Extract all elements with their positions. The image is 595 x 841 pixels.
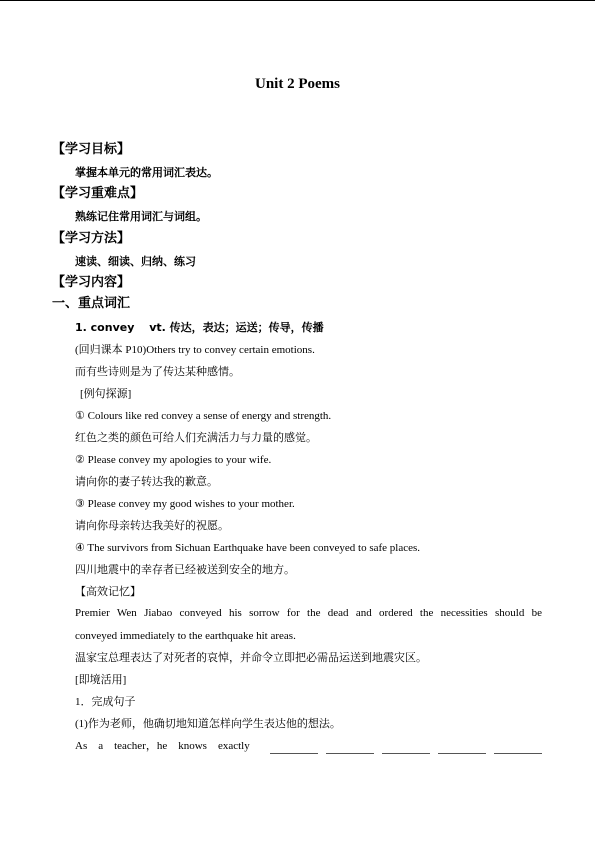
practice-item: 1．完成句子: [75, 696, 136, 708]
memory-en-line-1: Premier Wen Jiabao conveyed his sorrow for the dead and ordered the necessities should be: [75, 607, 542, 619]
top-rule: [0, 0, 595, 1]
question-1-en: As a teacher，he knows exactly: [75, 740, 250, 752]
example-4-zh: 四川地震中的幸存者已经被送到安全的地方。: [75, 564, 295, 576]
key-points-heading: 【学习重难点】: [52, 186, 144, 201]
answer-blank[interactable]: [270, 743, 318, 754]
answer-blank[interactable]: [326, 743, 374, 754]
practice-heading: [即境活用]: [75, 674, 127, 686]
answer-blank[interactable]: [382, 743, 430, 754]
textbook-example-zh: 而有些诗则是为了传达某种感情。: [75, 366, 240, 378]
example-1-en: ① Colours like red convey a sense of energy and strength.: [75, 410, 332, 422]
question-1-zh: (1)作为老师，他确切地知道怎样向学生表达他的想法。: [75, 718, 341, 730]
textbook-example-en: (回归课本 P10)Others try to convey certain emotions.: [75, 344, 315, 356]
example-2-en: ② Please convey my apologies to your wife.: [75, 454, 272, 466]
word-convey-entry: 1. convey vt. 传达，表达；运送；传导，传播: [75, 321, 324, 334]
method-heading: 【学习方法】: [52, 231, 131, 246]
examples-heading: [例句探源]: [80, 388, 132, 400]
example-1-zh: 红色之类的颜色可给人们充满活力与力量的感觉。: [75, 432, 317, 444]
memory-en-line-2: conveyed immediately to the earthquake hit areas.: [75, 630, 296, 642]
example-3-en: ③ Please convey my good wishes to your mother.: [75, 498, 295, 510]
memory-heading: 【高效记忆】: [75, 586, 141, 598]
example-2-zh: 请向你的妻子转达我的歉意。: [75, 476, 218, 488]
goal-heading: 【学习目标】: [52, 142, 131, 157]
content-heading: 【学习内容】: [52, 275, 131, 290]
method-text: 速读、细读、归纳、练习: [75, 255, 196, 268]
example-4-en: ④ The survivors from Sichuan Earthquake have been conveyed to safe places.: [75, 542, 421, 554]
page-title: Unit 2 Poems: [255, 76, 340, 92]
section-vocabulary-heading: 一、重点词汇: [52, 296, 131, 311]
example-3-zh: 请向你母亲转达我美好的祝愿。: [75, 520, 229, 532]
answer-blank[interactable]: [438, 743, 486, 754]
key-points-text: 熟练记住常用词汇与词组。: [75, 210, 207, 223]
answer-blank[interactable]: [494, 743, 542, 754]
goal-text: 掌握本单元的常用词汇表达。: [75, 166, 218, 179]
answer-blanks: [270, 743, 542, 755]
memory-zh: 温家宝总理表达了对死者的哀悼，并命令立即把必需品运送到地震灾区。: [75, 652, 427, 664]
